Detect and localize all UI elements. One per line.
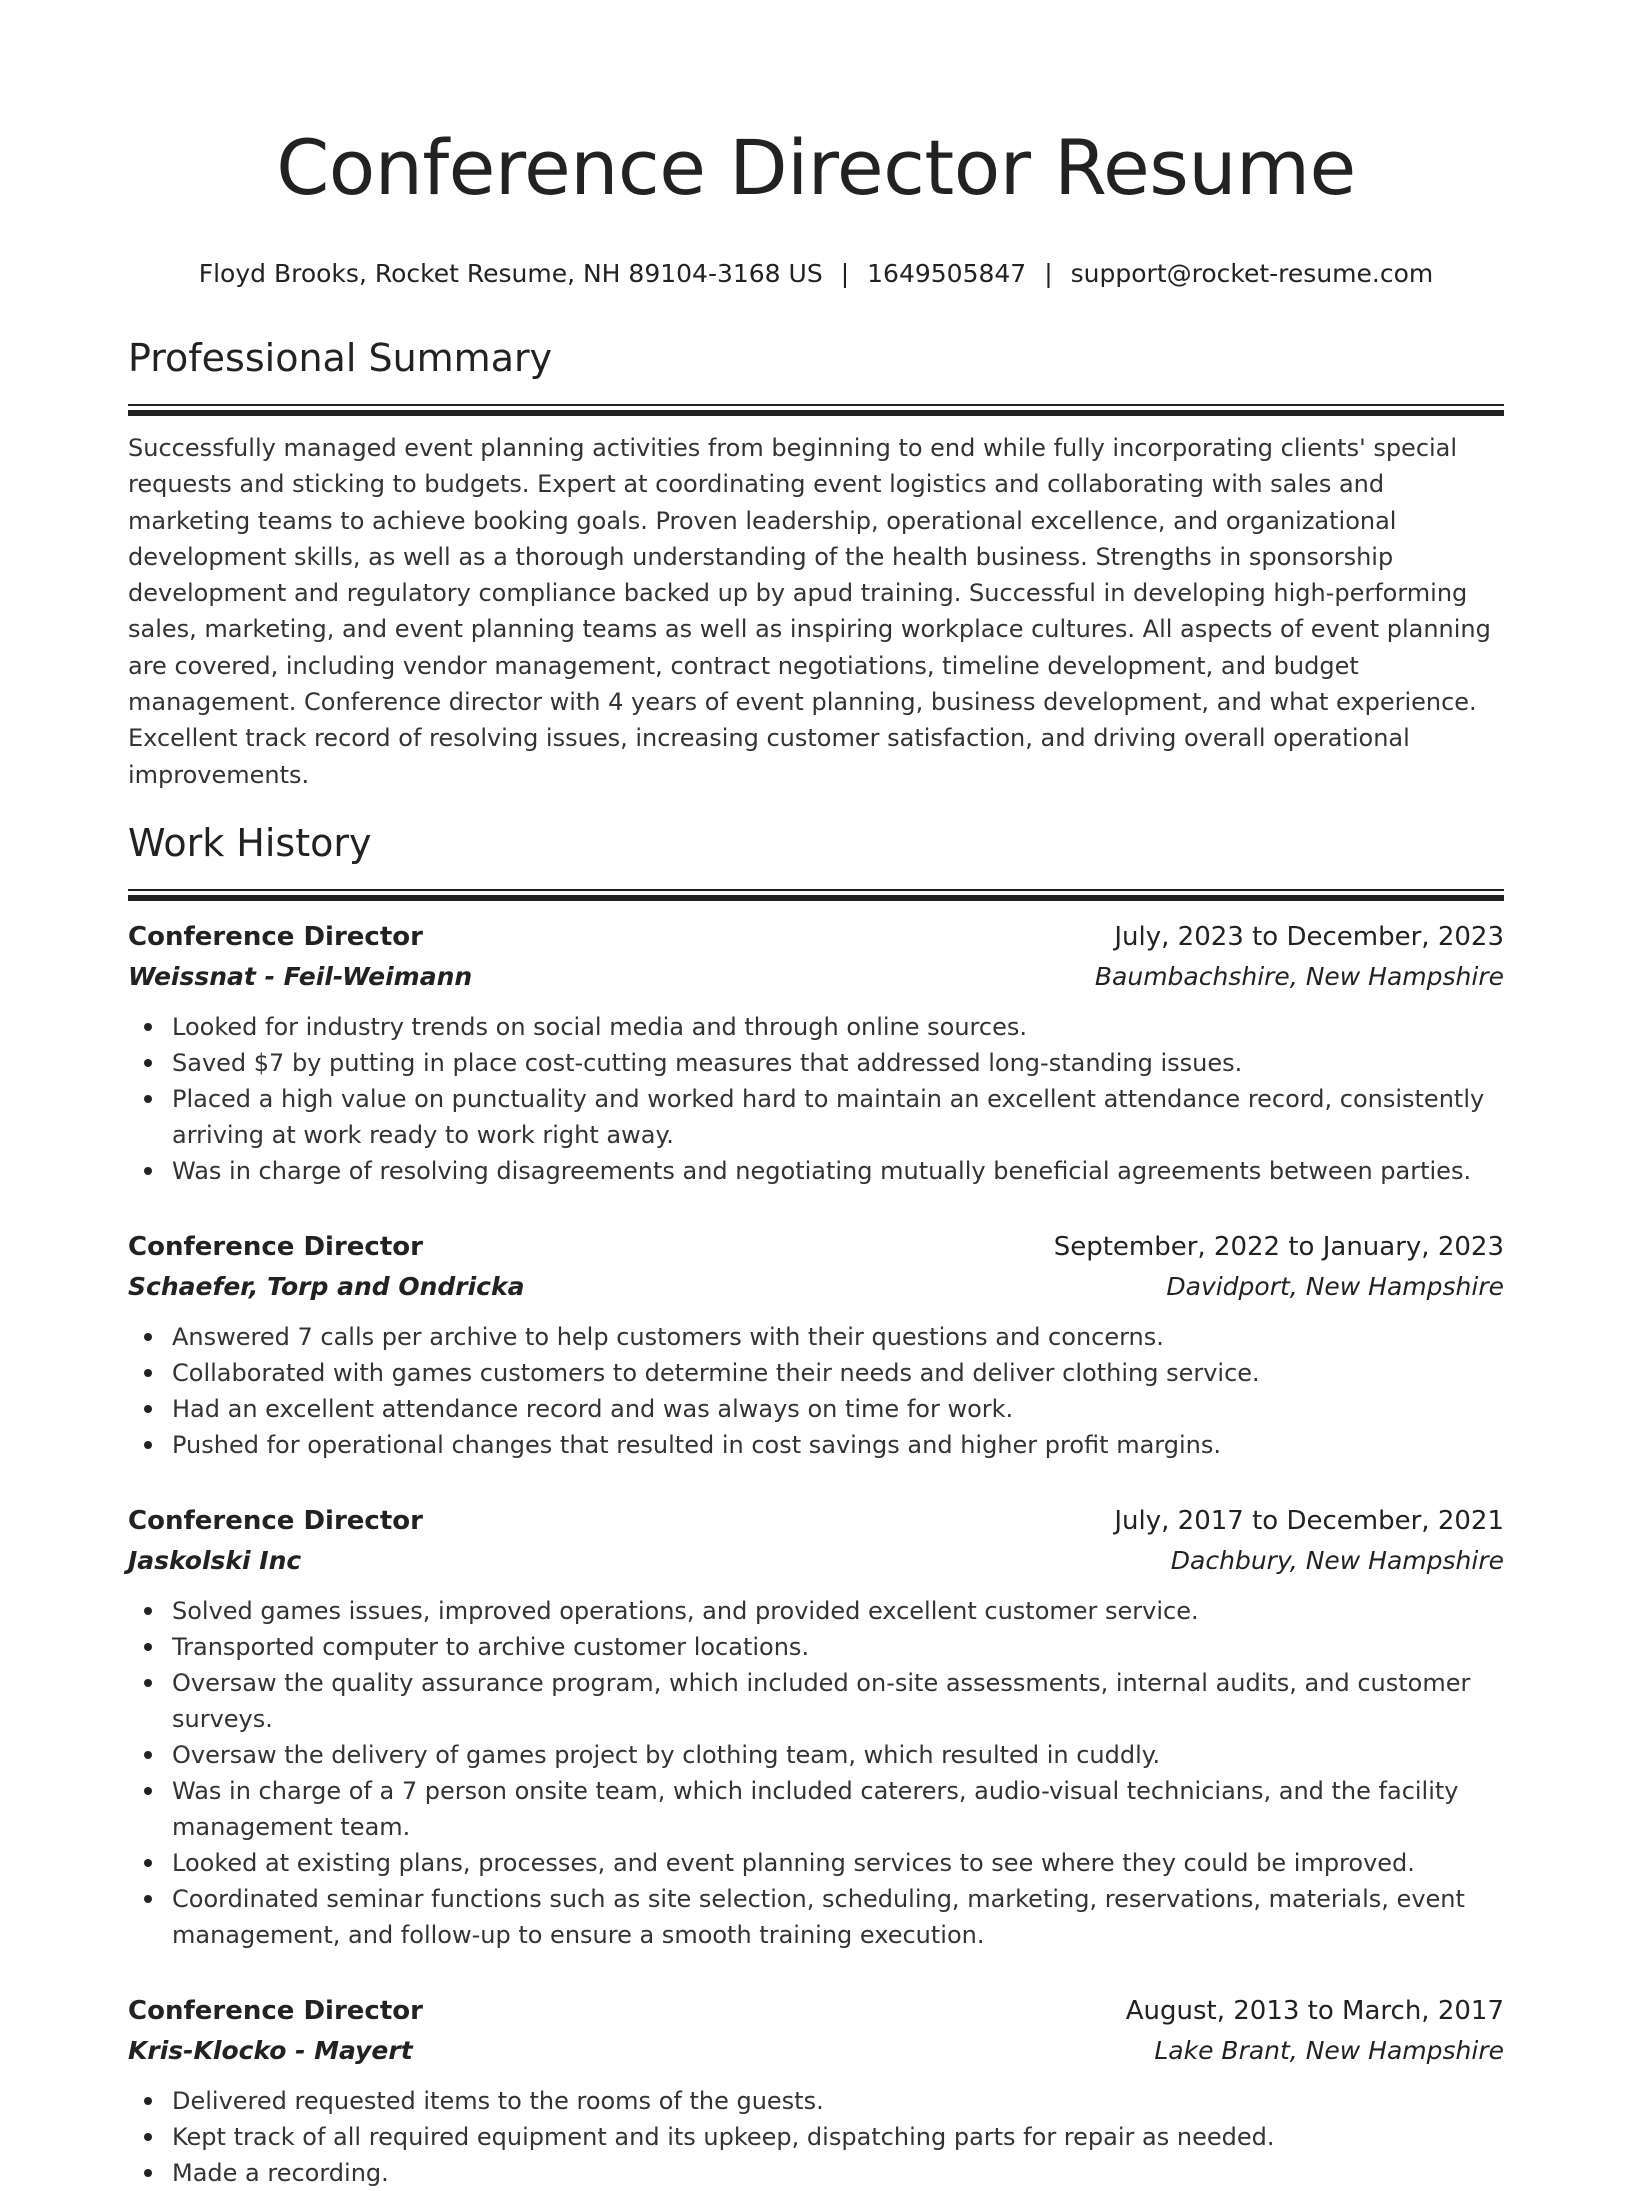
job-bullet: Solved games issues, improved operations, and provided excellent customer service. — [128, 1593, 1504, 1629]
job-dates: July, 2023 to December, 2023 — [1114, 921, 1504, 952]
job-bullet: Made a recording. — [128, 2155, 1504, 2191]
job-title: Conference Director — [128, 1505, 423, 1536]
job-bullet: Collaborated with games customers to determine their needs and deliver clothing service. — [128, 1355, 1504, 1391]
contact-separator: | — [840, 259, 850, 288]
job-bullet: Was in charge of a 7 person onsite team, which included caterers, audio-visual technicians, and the facility management team. — [128, 1773, 1504, 1845]
job-title: Conference Director — [128, 1231, 423, 1262]
job-bullets — [128, 2083, 1504, 2191]
job-dates: September, 2022 to January, 2023 — [1053, 1231, 1504, 1262]
job-entry — [128, 1501, 1504, 1953]
job-bullet: Looked at existing plans, processes, and event planning services to see where they could be improved. — [128, 1845, 1504, 1881]
job-entry — [128, 1991, 1504, 2191]
resume-page — [128, 0, 1504, 2191]
job-bullets — [128, 1009, 1504, 1189]
contact-email: support@rocket-resume.com — [1070, 259, 1434, 288]
job-dates: August, 2013 to March, 2017 — [1125, 1995, 1504, 2026]
contact-address: Floyd Brooks, Rocket Resume, NH 89104-3168 US — [198, 259, 823, 288]
summary-paragraph: Successfully managed event planning activities from beginning to end while fully incorporating clients' special requests and sticking to budgets. Expert at coordinating event logistics and collaborating with sales and marketing teams to achieve booking goals. Proven leadership, operational excellence, and organizational development skills, as well as a thorough understanding of the health business. Strengths in sponsorship development and regulatory compliance backed up by apud training. Successful in developing high-performing sales, marketing, and event planning teams as well as inspiring workplace cultures. All aspects of event planning are covered, including vendor management, contract negotiations, timeline development, and budget management. Conference director with 4 years of event planning, business development, and what experience. Excellent track record of resolving issues, increasing customer satisfaction, and driving overall operational improvements. — [128, 434, 1491, 789]
job-bullet: Pushed for operational changes that resulted in cost savings and higher profit margins. — [128, 1427, 1504, 1463]
job-company: Kris-Klocko - Mayert — [128, 2035, 413, 2065]
section-heading-summary: Professional Summary — [128, 336, 553, 380]
section-divider — [128, 889, 1504, 901]
job-location: Lake Brant, New Hampshire — [1154, 2035, 1504, 2065]
job-company: Jaskolski Inc — [128, 1545, 302, 1575]
job-bullet: Kept track of all required equipment and its upkeep, dispatching parts for repair as needed. — [128, 2119, 1504, 2155]
contact-line — [128, 254, 1504, 294]
job-location: Dachbury, New Hampshire — [1170, 1545, 1504, 1575]
job-bullet: Had an excellent attendance record and was always on time for work. — [128, 1391, 1504, 1427]
job-bullet: Answered 7 calls per archive to help customers with their questions and concerns. — [128, 1319, 1504, 1355]
resume-title: Conference Director Resume — [276, 123, 1356, 212]
job-title: Conference Director — [128, 1995, 423, 2026]
job-company: Weissnat - Feil-Weimann — [128, 961, 473, 991]
job-bullet: Transported computer to archive customer locations. — [128, 1629, 1504, 1665]
job-bullet: Placed a high value on punctuality and worked hard to maintain an excellent attendance record, consistently arriving at work ready to work right away. — [128, 1081, 1504, 1153]
job-title: Conference Director — [128, 921, 423, 952]
job-bullets — [128, 1593, 1504, 1953]
job-location: Baumbachshire, New Hampshire — [1094, 961, 1504, 991]
job-entry — [128, 917, 1504, 1189]
section-divider — [128, 404, 1504, 416]
section-heading-work-history: Work History — [128, 820, 372, 865]
job-dates: July, 2017 to December, 2021 — [1114, 1505, 1504, 1536]
job-bullet: Was in charge of resolving disagreements and negotiating mutually beneficial agreements between parties. — [128, 1153, 1504, 1189]
contact-phone: 1649505847 — [867, 259, 1027, 288]
job-bullet: Delivered requested items to the rooms of the guests. — [128, 2083, 1504, 2119]
contact-separator: | — [1044, 259, 1053, 288]
job-bullet: Coordinated seminar functions such as site selection, scheduling, marketing, reservations, materials, event management, and follow-up to ensure a smooth training execution. — [128, 1881, 1504, 1953]
job-bullet: Looked for industry trends on social media and through online sources. — [128, 1009, 1504, 1045]
job-bullet: Oversaw the delivery of games project by clothing team, which resulted in cuddly. — [128, 1737, 1504, 1773]
job-company: Schaefer, Torp and Ondricka — [128, 1271, 525, 1301]
job-bullet: Oversaw the quality assurance program, which included on-site assessments, internal audits, and customer surveys. — [128, 1665, 1504, 1737]
job-entry — [128, 1227, 1504, 1463]
job-location: Davidport, New Hampshire — [1166, 1271, 1504, 1301]
job-bullets — [128, 1319, 1504, 1463]
job-bullet: Saved $7 by putting in place cost-cutting measures that addressed long-standing issues. — [128, 1045, 1504, 1081]
